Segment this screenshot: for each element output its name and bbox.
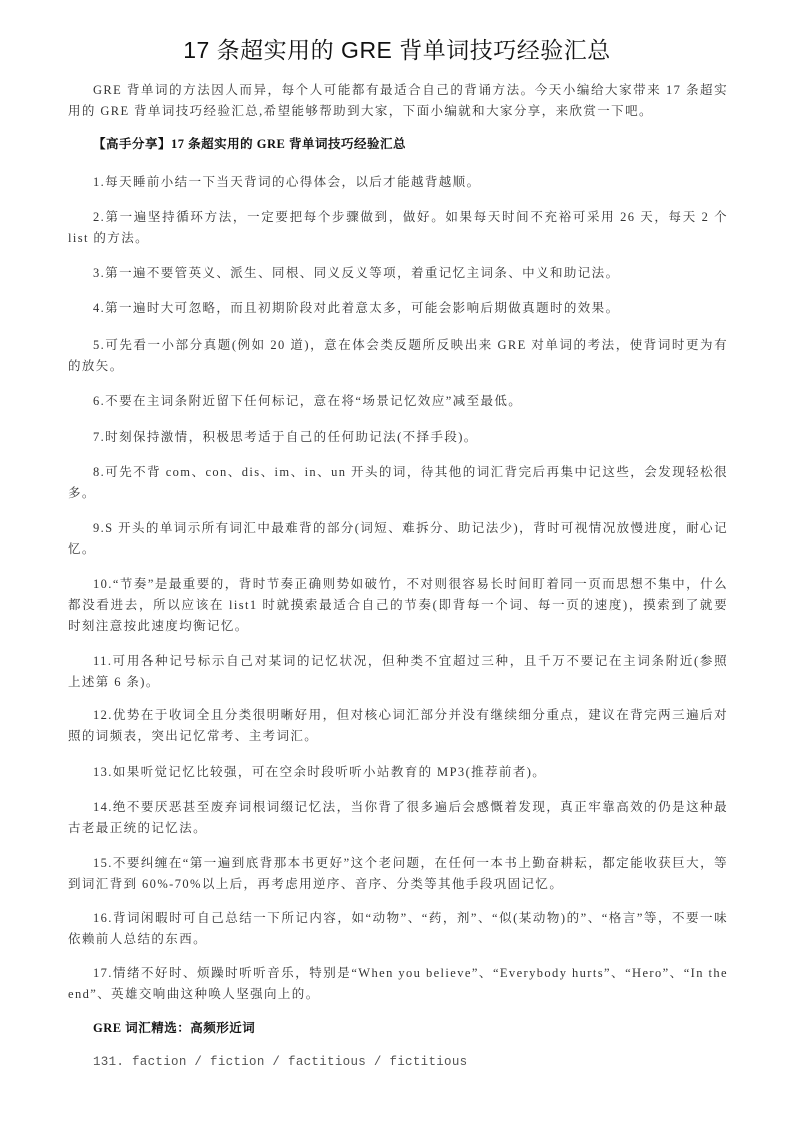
tip-12: 12.优势在于收词全且分类很明晰好用，但对核心词汇部分并没有继续细分重点，建议在背完两三遍后对照的词频表，突出记忆常考、主考词汇。	[68, 708, 728, 743]
tip-4: 4.第一遍时大可忽略，而且初期阶段对此着意太多，可能会影响后期做真题时的效果。	[93, 301, 620, 315]
tip-14: 14.绝不要厌恶甚至废弃词根词缀记忆法，当你背了很多遍后会感慨着发现，真正牢靠高效的仍是这种最古老最正统的记忆法。	[68, 800, 728, 835]
tip-6: 6.不要在主词条附近留下任何标记，意在将“场景记忆效应”减至最低。	[93, 394, 523, 408]
vocab-heading: GRE 词汇精选：高频形近词	[93, 1021, 256, 1035]
section-heading: 【高手分享】17 条超实用的 GRE 背单词技巧经验汇总	[93, 137, 406, 151]
tip-11: 11.可用各种记号标示自己对某词的记忆状况，但种类不宜超过三种，且千万不要记在主词条附近(参照上述第 6 条)。	[68, 654, 728, 689]
tip-15: 15.不要纠缠在“第一遍到底背那本书更好”这个老问题，在任何一本书上勤奋耕耘，都定能收获巨大，等到词汇背到 60%-70%以上后，再考虑用逆序、音序、分类等其他手段巩固记忆。	[68, 856, 728, 891]
tip-1: 1.每天睡前小结一下当天背词的心得体会，以后才能越背越顺。	[93, 175, 481, 189]
tip-16: 16.背词闲暇时可自己总结一下所记内容，如“动物”、“药，剂”、“似(某动物)的”、“格言”等，不要一味依赖前人总结的东西。	[68, 911, 728, 946]
intro-paragraph: GRE 背单词的方法因人而异，每个人可能都有最适合自己的背诵方法。今天小编给大家带来 17 条超实用的 GRE 背单词技巧经验汇总,希望能够帮助到大家，下面小编就和大家分享，来欣赏一下吧。	[68, 83, 728, 118]
tip-3: 3.第一遍不要管英义、派生、同根、同义反义等项，着重记忆主词条、中义和助记法。	[93, 266, 620, 280]
tip-5: 5.可先看一小部分真题(例如 20 道)，意在体会类反题所反映出来 GRE 对单词的考法，使背词时更为有的放矢。	[68, 338, 728, 373]
vocab-item: 131. faction / fiction / factitious / fictitious	[93, 1055, 468, 1069]
tip-8: 8.可先不背 com、con、dis、im、in、un 开头的词，待其他的词汇背完后再集中记这些，会发现轻松很多。	[68, 465, 728, 500]
page-title: 17 条超实用的 GRE 背单词技巧经验汇总	[183, 37, 611, 63]
tip-13: 13.如果听觉记忆比较强，可在空余时段听听小站教育的 MP3(推荐前者)。	[93, 765, 547, 779]
tip-2: 2.第一遍坚持循环方法，一定要把每个步骤做到，做好。如果每天时间不充裕可采用 26 天，每天 2 个 list 的方法。	[68, 210, 728, 245]
tip-10: 10.“节奏”是最重要的，背时节奏正确则势如破竹，不对则很容易长时间盯着同一页而思想不集中，什么都没看进去，所以应该在 list1 时就摸索最适合自己的节奏(即背每一个词、每一页的速度)，摸索到了就要时刻注意按此速度均衡记忆。	[68, 577, 728, 633]
tip-7: 7.时刻保持激情，积极思考适于自己的任何助记法(不择手段)。	[93, 430, 478, 444]
tip-17: 17.情绪不好时、烦躁时听听音乐，特别是“When you believe”、“Everybody hurts”、“Hero”、“In the end”、英雄交响曲这种唤人坚强向上的。	[68, 966, 728, 1001]
tip-9: 9.S 开头的单词示所有词汇中最难背的部分(词短、难拆分、助记法少)，背时可视情况放慢进度，耐心记忆。	[68, 521, 728, 556]
